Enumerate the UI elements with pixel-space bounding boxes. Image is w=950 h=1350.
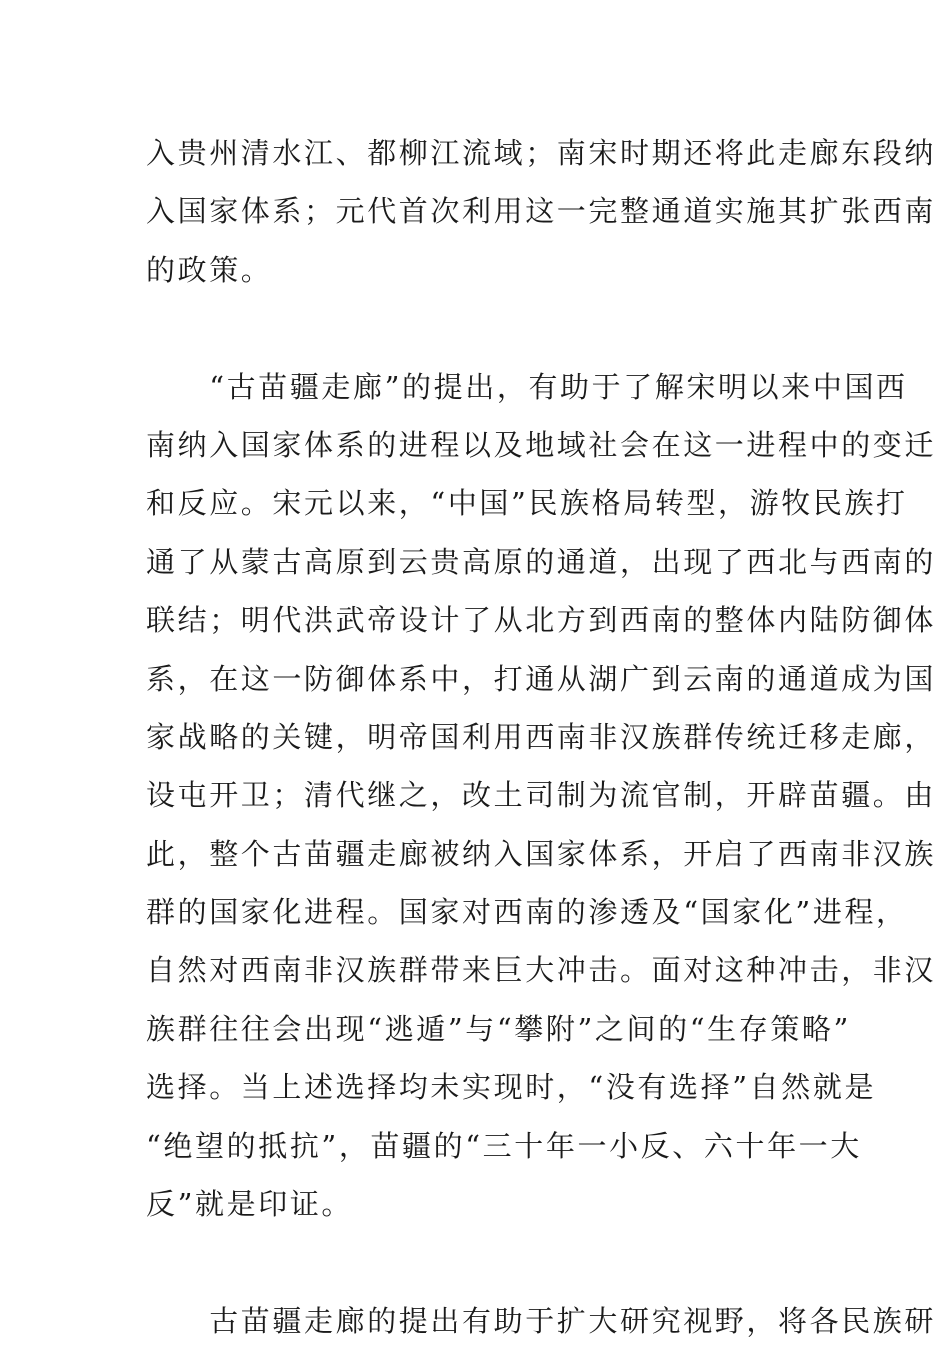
text-line: 群的国家化进程。国家对西南的渗透及“国家化”进程，	[146, 895, 908, 930]
paragraph	[146, 124, 937, 299]
text-line: 自然对西南非汉族群带来巨大冲击。面对这种冲击，非汉	[146, 953, 937, 988]
body-text	[146, 124, 937, 1350]
text-line: 设屯开卫；清代继之，改土司制为流官制，开辟苗疆。由	[146, 778, 937, 813]
text-line: 通了从蒙古高原到云贵高原的通道，出现了西北与西南的	[146, 544, 937, 579]
text-line: 入国家体系；元代首次利用这一完整通道实施其扩张西南	[146, 194, 937, 229]
paragraph-gap	[146, 299, 796, 357]
text-line: 入贵州清水江、都柳江流域；南宋时期还将此走廊东段纳	[146, 136, 937, 170]
paragraph	[146, 358, 937, 1234]
text-line: 选择。当上述选择均未实现时，“没有选择”自然就是	[146, 1070, 877, 1105]
text-line: 家战略的关键，明帝国利用西南非汉族群传统迁移走廊，	[146, 719, 937, 754]
text-line: 南纳入国家体系的进程以及地域社会在这一进程中的变迁	[146, 427, 937, 462]
paragraph-gap	[146, 1233, 796, 1291]
text-line: 的政策。	[146, 252, 273, 287]
paragraph	[146, 1292, 937, 1350]
text-line: “绝望的抵抗”，苗疆的“三十年一小反、六十年一大	[146, 1128, 862, 1163]
text-line: 古苗疆走廊的提出有助于扩大研究视野，将各民族研	[146, 1303, 937, 1338]
text-line: “古苗疆走廊”的提出，有助于了解宋明以来中国西	[146, 369, 908, 404]
text-line: 联结；明代洪武帝设计了从北方到西南的整体内陆防御体	[146, 603, 937, 638]
text-line: 和反应。宋元以来，“中国”民族格局转型，游牧民族打	[146, 486, 908, 521]
text-line: 系，在这一防御体系中，打通从湖广到云南的通道成为国	[146, 661, 937, 696]
text-line: 反”就是印证。	[146, 1187, 354, 1222]
text-line: 族群往往会出现“逃遁”与“攀附”之间的“生存策略”	[146, 1011, 851, 1046]
text-line: 此，整个古苗疆走廊被纳入国家体系，开启了西南非汉族	[146, 836, 937, 871]
